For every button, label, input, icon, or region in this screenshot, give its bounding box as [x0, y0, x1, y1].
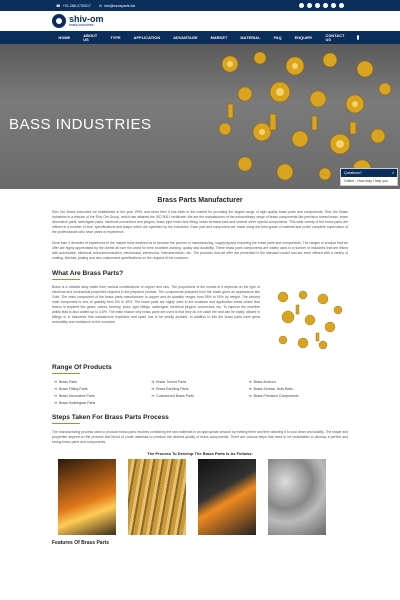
title-underline [52, 423, 80, 424]
chat-widget[interactable] [340, 168, 398, 186]
nav-advantage[interactable]: ADVANTAGE [173, 35, 198, 40]
section-title-features: Features Of Brass Parts [52, 540, 109, 546]
steps-paragraph: The manufacturing process used to produce brass parts involves combining the raw materials in an appropriate amount by melting them and then allowing it to cool down and solidify. The shape and properties depend on the process and blend of crude materials to produce the desired quality of brass components. There are various steps that need to be undertaken to develop a perfect and strong brass parts and components. [52, 430, 348, 444]
social-links [299, 3, 344, 8]
email-text: info@swosparts.biz [103, 3, 136, 8]
section-title-steps: Steps Taken For Brass Parts Process [52, 414, 169, 421]
logo-subtitle: brass industries [69, 22, 94, 27]
product-link[interactable]: ➞ Customized Brass Parts [151, 394, 194, 398]
phone-icon: ☎ [56, 3, 61, 8]
pinterest-icon[interactable] [339, 3, 344, 8]
twitter-icon[interactable] [307, 3, 312, 8]
arrow-right-icon: ➞ [151, 394, 155, 398]
product-link[interactable]: ➞ Brass Screws, Nuts Bolts [248, 387, 293, 391]
arrow-right-icon: ➞ [54, 401, 57, 405]
top-bar [0, 0, 400, 11]
instagram-icon[interactable] [331, 3, 336, 8]
title-underline [52, 373, 80, 374]
close-icon[interactable]: × [391, 171, 394, 175]
linkedin-icon[interactable] [315, 3, 320, 8]
section-title-range: Range Of Products [52, 364, 112, 371]
product-range-list [0, 380, 400, 405]
chat-status: Online - How may I help you [344, 179, 388, 183]
nav-material[interactable]: MATERIAL [240, 35, 261, 40]
product-link[interactable]: ➞ Brass Earthing Parts [151, 387, 189, 391]
email-link[interactable] [99, 4, 135, 8]
arrow-right-icon: ➞ [151, 380, 155, 384]
intro-paragraph-2: More than 2 decades of experience in the market have enabled us to become the pioneer in manufacturing, supplying and exporting the brass parts and components. The ranges of product that we offer are highly appreciated by the clients all over the world for their excellent working, quality and durability. These brass parts components are widely used in a number of industries that are linked with automobile, electrical, telecommunication, mechanical, electronics, instrumentation, etc. The products that we offer are presented in the standard model and are even offered with a variety of coating, finishes, plating and also customized specifications on the request of the customer. [52, 241, 348, 260]
chat-header: Questions? [344, 171, 362, 175]
arrow-right-icon: ➞ [54, 380, 57, 384]
product-link[interactable]: ➞ Brass Decorative Parts [54, 394, 95, 398]
logo-brand: shiv-om [69, 13, 104, 24]
logo[interactable] [52, 14, 104, 28]
nav-about-us[interactable]: ABOUT US [83, 33, 98, 42]
section-title-manufacturer: Brass Parts Manufacturer [157, 197, 243, 204]
contact-info [56, 4, 135, 8]
process-image-rods [128, 459, 186, 535]
phone-text: +91-288-2730017 [62, 3, 91, 8]
section-title-what-are: What Are Brass Parts? [52, 270, 124, 277]
arrow-right-icon: ➞ [151, 387, 155, 391]
hero-title: BASS INDUSTRIES [9, 116, 152, 133]
nav-type[interactable]: TYPE [110, 35, 121, 40]
intro-paragraph-1: Shiv Om Brass Industries we established in the year 1993, and since then it has been in the market for providing the largest range of high quality brass parts and components. Shiv Om Brass Industries is a division of the Shiv Om Group, which has attained the ISO 9001 certificate. We are the manufacturer of the extraordinary range of brass components like precision turned brass, brass decorative parts, switchgear parts, electrical connectors and plugins, brass pipe insert and fitting, brass terminal bars and several other special components. This wide variety of the brass parts are offered in a number of size, specifications and shape which are specified by the industries. Each part and component are made using the best grade of material and under complete supervision of the professionals who have years of experience. [52, 210, 348, 234]
product-link[interactable]: ➞ Brass Anchors [248, 380, 277, 384]
nav-home[interactable]: HOME [58, 35, 71, 40]
nav-application[interactable]: APPLICATION [133, 35, 161, 40]
product-link[interactable]: ➞ Brass Parts [54, 380, 78, 384]
search-icon[interactable] [357, 35, 359, 40]
title-underline [52, 279, 80, 280]
nav-faq[interactable]: FAQ [273, 35, 282, 40]
facebook-icon[interactable] [299, 3, 304, 8]
process-image-forging [198, 459, 256, 535]
process-gallery-title: The Process To Develop The Brass Parts Is As Follows: [147, 451, 253, 456]
product-link[interactable]: ➞ Brass Precision Components [248, 394, 299, 398]
arrow-right-icon: ➞ [54, 394, 57, 398]
arrow-right-icon: ➞ [248, 387, 252, 391]
brass-components-image [268, 285, 348, 355]
nav-contact-us[interactable]: CONTACT US [325, 33, 345, 42]
nav-market[interactable]: MARKET [210, 35, 228, 40]
nav-enquiry[interactable]: ENQUIRY [294, 35, 313, 40]
youtube-icon[interactable] [323, 3, 328, 8]
header [0, 11, 400, 31]
process-image-melting [58, 459, 116, 535]
process-gallery [0, 459, 400, 535]
arrow-right-icon: ➞ [248, 380, 252, 384]
logo-icon [52, 14, 66, 28]
phone-link[interactable] [56, 4, 91, 8]
mail-icon: ✉ [98, 3, 102, 8]
what-are-paragraph: Brass is a metallic alloy made from various combinations of copper and zinc. The proportions of the metals in it depends on the type of electrical and mechanical properties required in the prepared product. The components prepared from the brass gives an appearance like Gold. The main component of the brass parts manufacturer is copper and its quantity ranges from 55% to 90% by weight. The second main component is zinc of quantity from 5% to 40%. The brass parts are highly used in the locations and application areas where less friction is required like gears, valves, bearing, locks, pipe fittings, switchgear, electrical plugins, connectors, etc. To improve the machine ability lead is also added up to 3.8%. The main reason why brass parts are used is that they do not catch fire and can be easily utilized in fittings or in industries that manufacture explosive and spark has to be strictly avoided. In addition to this the brass parts have great workability and resistance to the corrosion. [52, 285, 260, 324]
product-link[interactable]: ➞ Brass Switchgear Parts [54, 401, 96, 405]
product-link[interactable]: ➞ Brass Turned Parts [151, 380, 187, 384]
product-link[interactable]: ➞ Brass Fitting Parts [54, 387, 88, 391]
arrow-right-icon: ➞ [54, 387, 57, 391]
main-nav [0, 31, 400, 44]
process-image-coils [268, 459, 326, 535]
arrow-right-icon: ➞ [248, 394, 252, 398]
